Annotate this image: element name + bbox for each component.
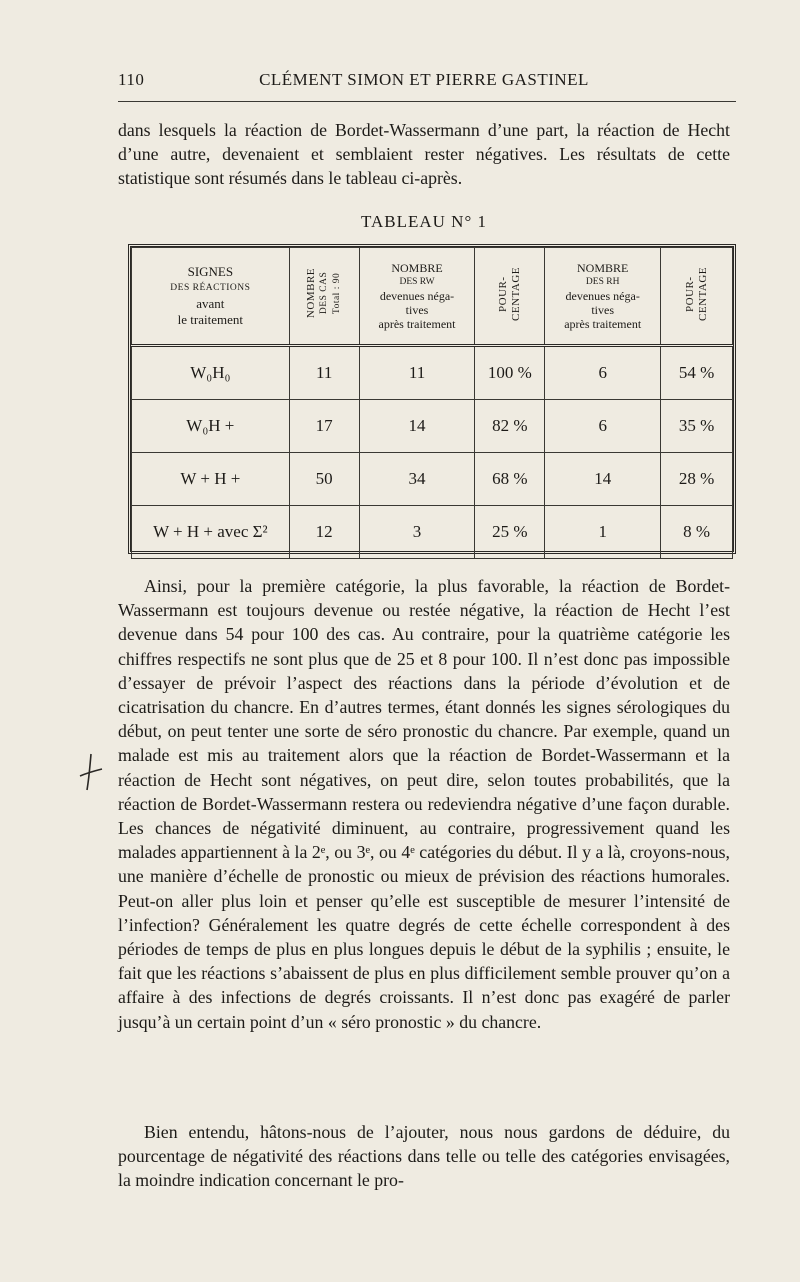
cell-rh: 1 xyxy=(545,506,661,559)
table-frame xyxy=(128,244,736,554)
header-nombre-rh: NOMBRE DES RH devenues néga- tives après traitement xyxy=(545,248,661,346)
cell-pct-rw: 100 % xyxy=(475,346,545,400)
cell-pct-rh: 8 % xyxy=(661,506,733,559)
table-row xyxy=(132,346,733,400)
cell-rw: 11 xyxy=(359,346,475,400)
header-rule xyxy=(118,101,736,102)
cell-signes: W + H + xyxy=(132,453,290,506)
cell-cas: 11 xyxy=(289,346,359,400)
cell-pct-rh: 35 % xyxy=(661,400,733,453)
cell-pct-rh: 54 % xyxy=(661,346,733,400)
page-number: 110 xyxy=(118,70,145,89)
cell-signes: W₀H₀ xyxy=(132,346,290,400)
cell-rw: 3 xyxy=(359,506,475,559)
running-head xyxy=(118,70,730,96)
cell-pct-rh: 28 % xyxy=(661,453,733,506)
cell-rh: 14 xyxy=(545,453,661,506)
cell-pct-rw: 25 % xyxy=(475,506,545,559)
table-title: TABLEAU N° 1 xyxy=(360,212,488,231)
header-pourcentage-rh: POUR- CENTAGE xyxy=(661,248,733,346)
paragraph-3: Bien entendu, hâtons-nous de l’ajouter, nous nous gardons de déduire, du pourcentage de négativité des réactions dans telle ou telle des catégories envisagées, la moindre indication concernant le pro- xyxy=(118,1122,730,1191)
cell-cas: 12 xyxy=(289,506,359,559)
table-row xyxy=(132,506,733,559)
cell-rh: 6 xyxy=(545,400,661,453)
header-nombre-rw: NOMBRE DES RW devenues néga- tives après traitement xyxy=(359,248,475,346)
cell-signes: W + H + avec Σ² xyxy=(132,506,290,559)
table-row xyxy=(132,400,733,453)
cell-rw: 14 xyxy=(359,400,475,453)
cell-cas: 17 xyxy=(289,400,359,453)
paragraph-2: Ainsi, pour la première catégorie, la plus favorable, la réaction de Bordet-Wassermann est toujours devenue ou restée négative, la réaction de Hecht l’est devenue dans 54 pour 100 des cas. Au contraire, pour la quatrième catégorie les chiffres respectifs ne sont plus que de 25 et 8 pour 100. Il n’est donc pas impossible d’essayer de prévoir l’aspect des réactions dans la période d’évolution et de cicatrisation du chancre. En d’autres termes, étant donnés les signes sérologiques du début, on peut tenter une sorte de séro pronostic du chancre. Par exemple, quand un malade est mis au traitement alors que la réaction de Bordet-Wassermann et la réaction de Hecht sont négatives, on peut dire, selon toutes probabilités, que la réaction de Bordet-Wassermann restera ou redeviendra négative d’une façon durable. Les chances de négativité diminuent, au contraire, progressivement quand les malades appartiennent à la 2ᵉ, ou 3ᵉ, ou 4ᵉ catégories du début. Il y a là, croyons-nous, une manière d’échelle de pronostic ou mieux de prévision des réactions humorales. Peut-on aller plus loin et penser qu’elle est susceptible de mesurer l’intensité de l’infection? Généralement les quatre degrés de cette échelle correspondent à des périodes de temps de plus en plus longues depuis le début de la syphilis ; ensuite, le fait que les réactions s’abaissent de plus en plus difficilement semble prouver qu’on a affaire à des infections de degrés croissants. Il n’est donc pas exagéré de parler jusqu’à un certain point d’un « séro pronostic » du chancre. xyxy=(118,576,730,1032)
results-table xyxy=(131,247,733,559)
cell-signes: W₀H + xyxy=(132,400,290,453)
header-nombre-cas: NOMBRE DES CAS Total : 90 xyxy=(289,248,359,346)
running-title: CLÉMENT SIMON ET PIERRE GASTINEL xyxy=(259,70,589,89)
table-row xyxy=(132,453,733,506)
cell-pct-rw: 68 % xyxy=(475,453,545,506)
header-pourcentage-rw: POUR- CENTAGE xyxy=(475,248,545,346)
handwritten-cross-mark xyxy=(78,752,104,792)
paragraph-1: dans lesquels la réaction de Bordet-Wassermann d’une part, la réaction de Hecht d’une autre, devenaient et semblaient rester négatives. Les résultats de cette statistique sont résumés dans le tableau ci-après. xyxy=(118,120,730,189)
cell-rw: 34 xyxy=(359,453,475,506)
cell-rh: 6 xyxy=(545,346,661,400)
cell-pct-rw: 82 % xyxy=(475,400,545,453)
cell-cas: 50 xyxy=(289,453,359,506)
header-signes: SIGNES DES RÉACTIONS avant le traitement xyxy=(132,248,290,346)
